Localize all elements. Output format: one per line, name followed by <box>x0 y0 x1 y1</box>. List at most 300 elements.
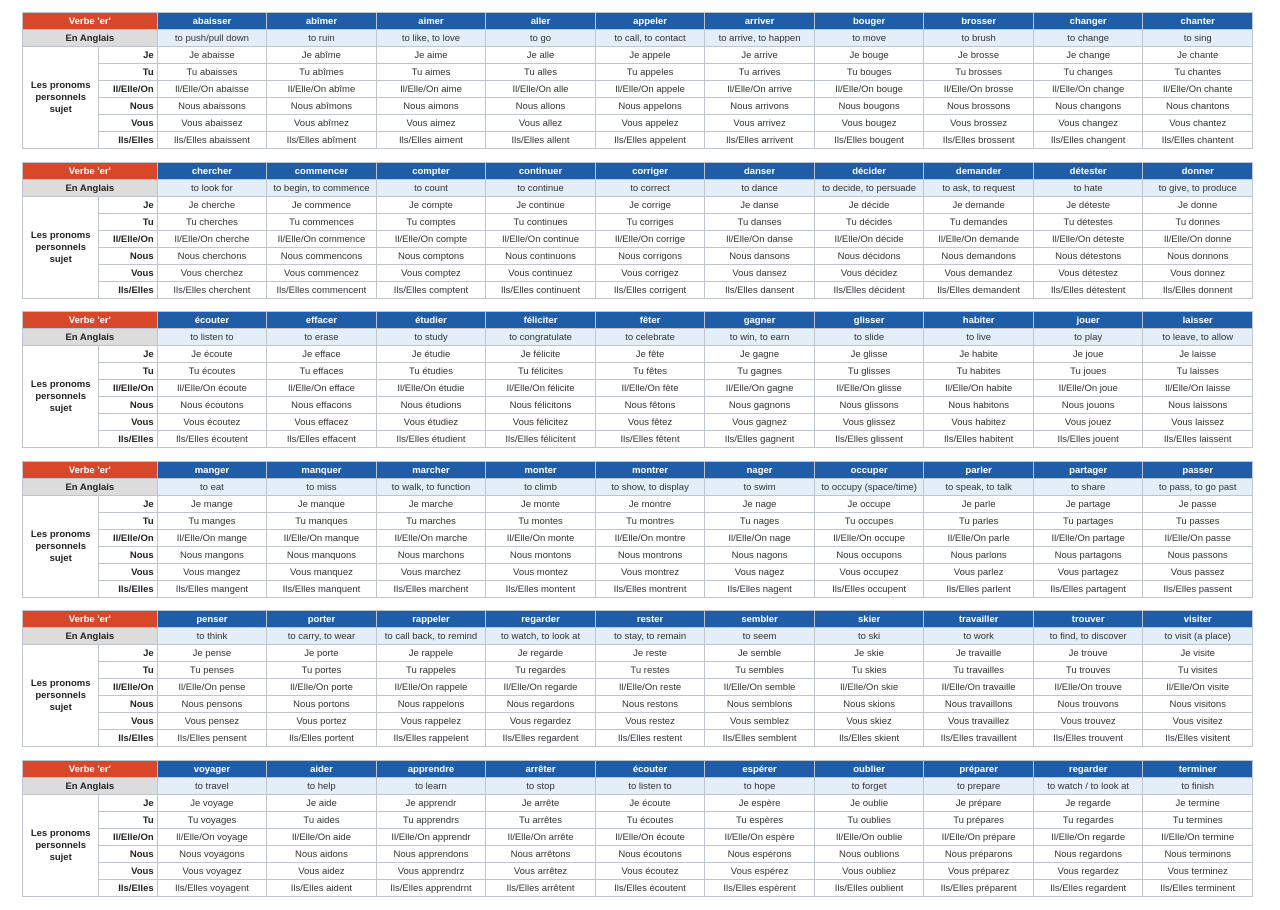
verb-translation: to think <box>157 628 267 645</box>
conjugated-form: Vous trouvez <box>1033 713 1143 730</box>
conjugated-form: Vous parlez <box>924 564 1034 581</box>
pronoun-label: Ils/Elles <box>99 880 157 897</box>
conjugation-row <box>23 47 1253 64</box>
verb-translation: to hate <box>1033 180 1143 197</box>
conjugated-form: Vous travaillez <box>924 713 1034 730</box>
conjugated-form: Nous écoutons <box>595 846 705 863</box>
verb-infinitive: corriger <box>595 163 705 180</box>
verb-translation: to listen to <box>595 778 705 795</box>
conjugation-row <box>23 530 1253 547</box>
verb-infinitive: regarder <box>1033 761 1143 778</box>
pronoun-label: Ils/Elles <box>99 132 157 149</box>
conjugated-form: Tu espères <box>705 812 815 829</box>
verb-header-row <box>23 761 1253 778</box>
conjugation-row <box>23 265 1253 282</box>
verb-translation: to leave, to allow <box>1143 329 1253 346</box>
pronoun-label: Nous <box>99 98 157 115</box>
conjugated-form: Tu trouves <box>1033 662 1143 679</box>
conjugated-form: Vous montrez <box>595 564 705 581</box>
conjugated-form: Nous parlons <box>924 547 1034 564</box>
conjugated-form: Il/Elle/On cherche <box>157 231 267 248</box>
conjugated-form: Je partage <box>1033 496 1143 513</box>
conjugated-form: Ils/Elles donnent <box>1143 282 1253 299</box>
conjugated-form: Nous occupons <box>814 547 924 564</box>
verb-translation: to finish <box>1143 778 1253 795</box>
conjugated-form: Il/Elle/On occupe <box>814 530 924 547</box>
conjugated-form: Je glisse <box>814 346 924 363</box>
conjugated-form: Je arrête <box>486 795 596 812</box>
conjugated-form: Vous allez <box>486 115 596 132</box>
conjugated-form: Il/Elle/On glisse <box>814 380 924 397</box>
conjugated-form: Tu portes <box>267 662 377 679</box>
conjugated-form: Il/Elle/On continue <box>486 231 596 248</box>
conjugated-form: Tu termines <box>1143 812 1253 829</box>
conjugated-form: Ils/Elles portent <box>267 730 377 747</box>
conjugated-form: Nous mangons <box>157 547 267 564</box>
pronoun-label: Il/Elle/On <box>99 679 157 696</box>
pronoun-label: Vous <box>99 564 157 581</box>
conjugated-form: Je demande <box>924 197 1034 214</box>
conjugated-form: Nous laissons <box>1143 397 1253 414</box>
conjugated-form: Tu aimes <box>376 64 486 81</box>
conjugated-form: Je déteste <box>1033 197 1143 214</box>
conjugated-form: Vous terminez <box>1143 863 1253 880</box>
conjugated-form: Tu aides <box>267 812 377 829</box>
conjugated-form: Il/Elle/On manque <box>267 530 377 547</box>
conjugated-form: Tu joues <box>1033 363 1143 380</box>
conjugation-row <box>23 197 1253 214</box>
conjugated-form: Vous abîmez <box>267 115 377 132</box>
conjugated-form: Tu penses <box>157 662 267 679</box>
conjugated-form: Je corrige <box>595 197 705 214</box>
conjugated-form: Ils/Elles pensent <box>157 730 267 747</box>
conjugated-form: Ils/Elles aiment <box>376 132 486 149</box>
verb-translation: to miss <box>267 479 377 496</box>
conjugated-form: Il/Elle/On abaisse <box>157 81 267 98</box>
conjugated-form: Nous corrigons <box>595 248 705 265</box>
pronoun-group-label: Les pronoms personnels sujet <box>23 496 99 598</box>
pronoun-label: Je <box>99 496 157 513</box>
conjugated-form: Nous rappelons <box>376 696 486 713</box>
conjugated-form: Nous demandons <box>924 248 1034 265</box>
conjugated-form: Nous fêtons <box>595 397 705 414</box>
conjugation-row <box>23 132 1253 149</box>
conjugated-form: Ils/Elles abaissent <box>157 132 267 149</box>
conjugated-form: Il/Elle/On regarde <box>1033 829 1143 846</box>
pronoun-label: Vous <box>99 414 157 431</box>
conjugated-form: Vous gagnez <box>705 414 815 431</box>
conjugated-form: Il/Elle/On arrive <box>705 81 815 98</box>
conjugated-form: Vous dansez <box>705 265 815 282</box>
conjugated-form: Je décide <box>814 197 924 214</box>
conjugated-form: Ils/Elles parlent <box>924 581 1034 598</box>
verb-infinitive: laisser <box>1143 312 1253 329</box>
pronoun-label: Je <box>99 47 157 64</box>
conjugated-form: Ils/Elles commencent <box>267 282 377 299</box>
conjugation-row <box>23 397 1253 414</box>
conjugated-form: Tu regardes <box>1033 812 1143 829</box>
verb-infinitive: arriver <box>705 13 815 30</box>
verb-header-row <box>23 611 1253 628</box>
verb-infinitive: arrêter <box>486 761 596 778</box>
conjugated-form: Je aide <box>267 795 377 812</box>
pronoun-label: Il/Elle/On <box>99 81 157 98</box>
conjugated-form: Tu habites <box>924 363 1034 380</box>
conjugated-form: Tu fêtes <box>595 363 705 380</box>
conjugated-form: Il/Elle/On danse <box>705 231 815 248</box>
conjugated-form: Tu écoutes <box>595 812 705 829</box>
en-anglais-label: En Anglais <box>23 628 158 645</box>
conjugated-form: Tu gagnes <box>705 363 815 380</box>
conjugated-form: Nous chantons <box>1143 98 1253 115</box>
conjugation-table <box>22 461 1253 598</box>
verb-infinitive: regarder <box>486 611 596 628</box>
verb-translation: to eat <box>157 479 267 496</box>
conjugated-form: Nous habitons <box>924 397 1034 414</box>
conjugated-form: Ils/Elles occupent <box>814 581 924 598</box>
conjugated-form: Vous nagez <box>705 564 815 581</box>
conjugated-form: Nous partagons <box>1033 547 1143 564</box>
conjugated-form: Je alle <box>486 47 596 64</box>
verb-type-label: Verbe 'er' <box>23 13 158 30</box>
conjugated-form: Tu restes <box>595 662 705 679</box>
conjugated-form: Nous terminons <box>1143 846 1253 863</box>
verb-infinitive: marcher <box>376 462 486 479</box>
conjugated-form: Je semble <box>705 645 815 662</box>
conjugated-form: Ils/Elles détestent <box>1033 282 1143 299</box>
conjugated-form: Ils/Elles travaillent <box>924 730 1034 747</box>
conjugated-form: Je appele <box>595 47 705 64</box>
conjugated-form: Ils/Elles oublient <box>814 880 924 897</box>
conjugated-form: Tu occupes <box>814 513 924 530</box>
conjugated-form: Nous cherchons <box>157 248 267 265</box>
verb-infinitive: aider <box>267 761 377 778</box>
pronoun-label: Je <box>99 795 157 812</box>
verb-type-label: Verbe 'er' <box>23 761 158 778</box>
conjugated-form: Il/Elle/On espère <box>705 829 815 846</box>
en-anglais-label: En Anglais <box>23 180 158 197</box>
conjugated-form: Il/Elle/On félicite <box>486 380 596 397</box>
verb-translation: to hope <box>705 778 815 795</box>
conjugated-form: Je passe <box>1143 496 1253 513</box>
pronoun-label: Vous <box>99 265 157 282</box>
conjugated-form: Il/Elle/On aide <box>267 829 377 846</box>
conjugated-form: Il/Elle/On marche <box>376 530 486 547</box>
verb-translation: to move <box>814 30 924 47</box>
conjugated-form: Ils/Elles comptent <box>376 282 486 299</box>
conjugated-form: Vous arrêtez <box>486 863 596 880</box>
conjugated-form: Ils/Elles fêtent <box>595 431 705 448</box>
conjugated-form: Il/Elle/On prépare <box>924 829 1034 846</box>
conjugated-form: Nous espérons <box>705 846 815 863</box>
conjugated-form: Nous manquons <box>267 547 377 564</box>
conjugated-form: Tu travailles <box>924 662 1034 679</box>
conjugation-row <box>23 231 1253 248</box>
pronoun-label: Ils/Elles <box>99 581 157 598</box>
verb-translation: to change <box>1033 30 1143 47</box>
conjugated-form: Nous apprendons <box>376 846 486 863</box>
pronoun-label: Vous <box>99 115 157 132</box>
conjugated-form: Ils/Elles étudient <box>376 431 486 448</box>
conjugated-form: Je arrive <box>705 47 815 64</box>
conjugated-form: Ils/Elles regardent <box>486 730 596 747</box>
pronoun-label: Vous <box>99 713 157 730</box>
conjugated-form: Vous chantez <box>1143 115 1253 132</box>
conjugated-form: Il/Elle/On termine <box>1143 829 1253 846</box>
conjugated-form: Ils/Elles montent <box>486 581 596 598</box>
conjugated-form: Tu danses <box>705 214 815 231</box>
verb-infinitive: abîmer <box>267 13 377 30</box>
conjugated-form: Je abaisse <box>157 47 267 64</box>
conjugated-form: Vous arrivez <box>705 115 815 132</box>
conjugated-form: Vous demandez <box>924 265 1034 282</box>
conjugation-row <box>23 730 1253 747</box>
verb-translation: to correct <box>595 180 705 197</box>
conjugated-form: Tu laisses <box>1143 363 1253 380</box>
conjugation-row <box>23 679 1253 696</box>
verb-translation: to prepare <box>924 778 1034 795</box>
conjugated-form: Nous passons <box>1143 547 1253 564</box>
conjugated-form: Je compte <box>376 197 486 214</box>
conjugation-row <box>23 547 1253 564</box>
verb-infinitive: décider <box>814 163 924 180</box>
conjugated-form: Nous voyagons <box>157 846 267 863</box>
verb-type-label: Verbe 'er' <box>23 312 158 329</box>
conjugated-form: Ils/Elles préparent <box>924 880 1034 897</box>
conjugated-form: Ils/Elles écoutent <box>595 880 705 897</box>
conjugated-form: Il/Elle/On nage <box>705 530 815 547</box>
verb-infinitive: porter <box>267 611 377 628</box>
conjugated-form: Nous continuons <box>486 248 596 265</box>
conjugation-row <box>23 282 1253 299</box>
conjugated-form: Vous regardez <box>486 713 596 730</box>
conjugated-form: Ils/Elles demandent <box>924 282 1034 299</box>
verb-translation: to dance <box>705 180 815 197</box>
conjugated-form: Je reste <box>595 645 705 662</box>
conjugated-form: Je oublie <box>814 795 924 812</box>
verb-infinitive: habiter <box>924 312 1034 329</box>
conjugated-form: Ils/Elles cherchent <box>157 282 267 299</box>
conjugated-form: Vous semblez <box>705 713 815 730</box>
conjugated-form: Il/Elle/On corrige <box>595 231 705 248</box>
conjugated-form: Je écoute <box>157 346 267 363</box>
conjugated-form: Il/Elle/On commence <box>267 231 377 248</box>
conjugated-form: Ils/Elles dansent <box>705 282 815 299</box>
verb-translation: to work <box>924 628 1034 645</box>
conjugated-form: Je donne <box>1143 197 1253 214</box>
conjugated-form: Nous arrêtons <box>486 846 596 863</box>
conjugated-form: Vous écoutez <box>157 414 267 431</box>
conjugated-form: Nous portons <box>267 696 377 713</box>
verb-type-label: Verbe 'er' <box>23 611 158 628</box>
conjugated-form: Tu arrêtes <box>486 812 596 829</box>
conjugated-form: Tu abîmes <box>267 64 377 81</box>
conjugated-form: Tu manques <box>267 513 377 530</box>
translation-row <box>23 30 1253 47</box>
conjugated-form: Ils/Elles laissent <box>1143 431 1253 448</box>
conjugated-form: Il/Elle/On partage <box>1033 530 1143 547</box>
conjugated-form: Tu chantes <box>1143 64 1253 81</box>
verb-header-row <box>23 13 1253 30</box>
conjugated-form: Il/Elle/On brosse <box>924 81 1034 98</box>
conjugated-form: Il/Elle/On demande <box>924 231 1034 248</box>
conjugated-form: Vous jouez <box>1033 414 1143 431</box>
pronoun-label: Nous <box>99 248 157 265</box>
conjugated-form: Tu apprendrs <box>376 812 486 829</box>
conjugated-form: Ils/Elles restent <box>595 730 705 747</box>
verb-translation: to slide <box>814 329 924 346</box>
verb-infinitive: donner <box>1143 163 1253 180</box>
conjugated-form: Il/Elle/On écoute <box>595 829 705 846</box>
conjugated-form: Je continue <box>486 197 596 214</box>
conjugated-form: Tu félicites <box>486 363 596 380</box>
conjugated-form: Vous apprendrz <box>376 863 486 880</box>
conjugated-form: Nous abîmons <box>267 98 377 115</box>
conjugated-form: Il/Elle/On étudie <box>376 380 486 397</box>
verb-infinitive: chanter <box>1143 13 1253 30</box>
conjugated-form: Nous nagons <box>705 547 815 564</box>
conjugated-form: Il/Elle/On décide <box>814 231 924 248</box>
conjugated-form: Vous décidez <box>814 265 924 282</box>
pronoun-label: Je <box>99 346 157 363</box>
conjugated-form: Ils/Elles nagent <box>705 581 815 598</box>
conjugated-form: Tu sembles <box>705 662 815 679</box>
verb-translation: to erase <box>267 329 377 346</box>
conjugated-form: Tu bouges <box>814 64 924 81</box>
conjugated-form: Nous trouvons <box>1033 696 1143 713</box>
conjugated-form: Tu oublies <box>814 812 924 829</box>
verb-translation: to find, to discover <box>1033 628 1143 645</box>
conjugated-form: Il/Elle/On semble <box>705 679 815 696</box>
conjugated-form: Il/Elle/On aime <box>376 81 486 98</box>
verb-infinitive: aimer <box>376 13 486 30</box>
verb-infinitive: écouter <box>595 761 705 778</box>
en-anglais-label: En Anglais <box>23 778 158 795</box>
conjugated-form: Tu visites <box>1143 662 1253 679</box>
conjugated-form: Nous comptons <box>376 248 486 265</box>
verb-infinitive: manger <box>157 462 267 479</box>
conjugation-table <box>22 311 1253 448</box>
conjugated-form: Nous gagnons <box>705 397 815 414</box>
pronoun-label: Tu <box>99 812 157 829</box>
conjugated-form: Je manque <box>267 496 377 513</box>
conjugated-form: Tu prépares <box>924 812 1034 829</box>
conjugated-form: Vous continuez <box>486 265 596 282</box>
pronoun-label: Ils/Elles <box>99 282 157 299</box>
verb-infinitive: skier <box>814 611 924 628</box>
conjugated-form: Nous aimons <box>376 98 486 115</box>
conjugated-form: Vous corrigez <box>595 265 705 282</box>
conjugated-form: Vous bougez <box>814 115 924 132</box>
conjugated-form: Je efface <box>267 346 377 363</box>
conjugated-form: Nous arrivons <box>705 98 815 115</box>
verb-type-label: Verbe 'er' <box>23 462 158 479</box>
conjugation-row <box>23 581 1253 598</box>
conjugated-form: Vous détestez <box>1033 265 1143 282</box>
conjugated-form: Il/Elle/On skie <box>814 679 924 696</box>
conjugated-form: Je regarde <box>486 645 596 662</box>
conjugation-row <box>23 564 1253 581</box>
conjugated-form: Vous espérez <box>705 863 815 880</box>
conjugated-form: Tu manges <box>157 513 267 530</box>
pronoun-group-label: Les pronoms personnels sujet <box>23 645 99 747</box>
conjugated-form: Il/Elle/On joue <box>1033 380 1143 397</box>
conjugated-form: Il/Elle/On parle <box>924 530 1034 547</box>
verb-translation: to stop <box>486 778 596 795</box>
conjugated-form: Je voyage <box>157 795 267 812</box>
conjugated-form: Il/Elle/On travaille <box>924 679 1034 696</box>
verb-translation: to stay, to remain <box>595 628 705 645</box>
pronoun-label: Nous <box>99 547 157 564</box>
conjugated-form: Il/Elle/On alle <box>486 81 596 98</box>
verb-infinitive: visiter <box>1143 611 1253 628</box>
conjugated-form: Nous oublions <box>814 846 924 863</box>
conjugated-form: Vous rappelez <box>376 713 486 730</box>
conjugated-form: Tu comptes <box>376 214 486 231</box>
conjugated-form: Nous regardons <box>486 696 596 713</box>
verb-translation: to sing <box>1143 30 1253 47</box>
conjugated-form: Tu arrives <box>705 64 815 81</box>
conjugation-row <box>23 64 1253 81</box>
conjugated-form: Tu continues <box>486 214 596 231</box>
conjugated-form: Je parle <box>924 496 1034 513</box>
conjugation-row <box>23 696 1253 713</box>
conjugated-form: Je joue <box>1033 346 1143 363</box>
verb-infinitive: bouger <box>814 13 924 30</box>
pronoun-label: Il/Elle/On <box>99 380 157 397</box>
conjugated-form: Je abîme <box>267 47 377 64</box>
conjugated-form: Vous habitez <box>924 414 1034 431</box>
verb-translation: to occupy (space/time) <box>814 479 924 496</box>
pronoun-group-label: Les pronoms personnels sujet <box>23 197 99 299</box>
conjugated-form: Ils/Elles marchent <box>376 581 486 598</box>
conjugated-form: Ils/Elles terminent <box>1143 880 1253 897</box>
conjugated-form: Tu montres <box>595 513 705 530</box>
verb-infinitive: travailler <box>924 611 1034 628</box>
conjugation-table <box>22 162 1253 299</box>
conjugated-form: Tu alles <box>486 64 596 81</box>
pronoun-label: Il/Elle/On <box>99 530 157 547</box>
conjugated-form: Vous étudiez <box>376 414 486 431</box>
conjugated-form: Vous fêtez <box>595 414 705 431</box>
conjugated-form: Ils/Elles arrivent <box>705 132 815 149</box>
conjugated-form: Je félicite <box>486 346 596 363</box>
verb-translation: to climb <box>486 479 596 496</box>
conjugated-form: Nous aidons <box>267 846 377 863</box>
verb-translation: to watch, to look at <box>486 628 596 645</box>
conjugated-form: Nous bougons <box>814 98 924 115</box>
verb-infinitive: abaisser <box>157 13 267 30</box>
verb-header-row <box>23 462 1253 479</box>
conjugated-form: Je laisse <box>1143 346 1253 363</box>
verb-infinitive: écouter <box>157 312 267 329</box>
verb-type-label: Verbe 'er' <box>23 163 158 180</box>
en-anglais-label: En Anglais <box>23 30 158 47</box>
conjugated-form: Il/Elle/On compte <box>376 231 486 248</box>
verb-infinitive: partager <box>1033 462 1143 479</box>
pronoun-label: Nous <box>99 696 157 713</box>
conjugated-form: Je cherche <box>157 197 267 214</box>
pronoun-label: Je <box>99 197 157 214</box>
verb-infinitive: rester <box>595 611 705 628</box>
conjugated-form: Vous félicitez <box>486 414 596 431</box>
conjugated-form: Je fête <box>595 346 705 363</box>
conjugated-form: Vous laissez <box>1143 414 1253 431</box>
verb-header-row <box>23 312 1253 329</box>
conjugated-form: Je travaille <box>924 645 1034 662</box>
conjugation-row <box>23 248 1253 265</box>
conjugated-form: Je monte <box>486 496 596 513</box>
